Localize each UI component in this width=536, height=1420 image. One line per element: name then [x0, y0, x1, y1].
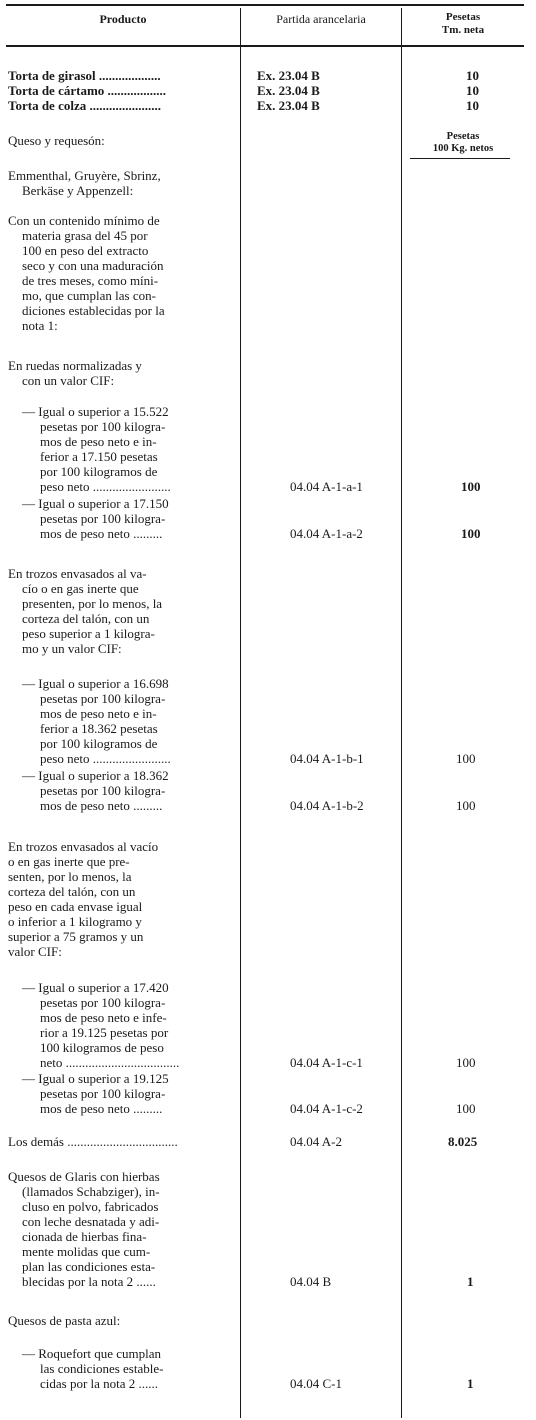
a1c2-value: 100 — [456, 1101, 476, 1116]
a1c2-partida: 04.04 A-1-c-2 — [290, 1101, 363, 1116]
glaris-line-6: mente molidas que cum- — [22, 1244, 151, 1259]
a1a1-value: 100 — [461, 479, 481, 494]
trozos2-line-4: corteza del talón, con un — [8, 884, 136, 899]
pasta-azul-title: Quesos de pasta azul: — [8, 1313, 121, 1328]
product-torta-cartamo: Torta de cártamo .................. — [8, 83, 167, 98]
a1c1-line-4: rior a 19.125 pesetas por — [40, 1025, 169, 1040]
a1c2-line-1: — Igual o superior a 19.125 — [22, 1071, 169, 1086]
a1b2-value: 100 — [456, 798, 476, 813]
contenido-line-5: de tres meses, como míni- — [22, 273, 159, 288]
partida-torta-colza: Ex. 23.04 B — [257, 98, 320, 113]
a1b1-line-6: peso neto ........................ — [40, 751, 171, 766]
roquefort-value: 1 — [467, 1376, 474, 1391]
trozos1-line-6: mo y un valor CIF: — [22, 641, 122, 656]
a1b2-line-2: pesetas por 100 kilogra- — [40, 783, 166, 798]
emmenthal-line-1: Emmenthal, Gruyère, Sbrinz, — [8, 168, 161, 183]
a1c1-line-5: 100 kilogramos de peso — [40, 1040, 164, 1055]
contenido-line-7: diciones establecidas por la — [22, 303, 165, 318]
a1c1-line-1: — Igual o superior a 17.420 — [22, 980, 169, 995]
value-torta-colza: 10 — [466, 98, 479, 113]
contenido-line-2: materia grasa del 45 por — [22, 228, 148, 243]
product-torta-colza: Torta de colza ...................... — [8, 98, 161, 113]
a1a1-line-3: mos de peso neto e in- — [40, 434, 157, 449]
demas-value: 8.025 — [448, 1134, 478, 1149]
roquefort-line-2: las condiciones estable- — [40, 1361, 164, 1376]
a1a1-line-5: por 100 kilogramos de — [40, 464, 158, 479]
a1b1-value: 100 — [456, 751, 476, 766]
roquefort-line-3: cidas por la nota 2 ...... — [40, 1376, 159, 1391]
a1b1-line-1: — Igual o superior a 16.698 — [22, 676, 169, 691]
value-torta-cartamo: 10 — [466, 83, 479, 98]
value-torta-girasol: 10 — [466, 68, 479, 83]
a1a1-partida: 04.04 A-1-a-1 — [290, 479, 363, 494]
a1a2-line-2: pesetas por 100 kilogra- — [40, 511, 166, 526]
roquefort-partida: 04.04 C-1 — [290, 1376, 342, 1391]
a1a2-line-1: — Igual o superior a 17.150 — [22, 496, 169, 511]
a1a1-line-1: — Igual o superior a 15.522 — [22, 404, 169, 419]
subheader-rule — [410, 158, 510, 159]
contenido-line-3: 100 en peso del extracto — [22, 243, 149, 258]
glaris-line-3: cluso en polvo, fabricados — [22, 1199, 159, 1214]
trozos2-line-2: o en gas inerte que pre- — [8, 854, 130, 869]
a1a2-line-3: mos de peso neto ......... — [40, 526, 163, 541]
column-separator-1 — [240, 8, 241, 1418]
top-rule — [6, 4, 524, 6]
trozos2-line-6: o inferior a 1 kilogramo y — [8, 914, 142, 929]
a1c1-line-6: neto ................................... — [40, 1055, 180, 1070]
header-product: Producto — [99, 12, 147, 26]
column-separator-2 — [401, 8, 402, 1418]
contenido-line-6: mo, que cumplan las con- — [22, 288, 156, 303]
trozos2-line-7: superior a 75 gramos y un — [8, 929, 144, 944]
a1c1-line-2: pesetas por 100 kilogra- — [40, 995, 166, 1010]
partida-torta-cartamo: Ex. 23.04 B — [257, 83, 320, 98]
emmenthal-line-2: Berkäse y Appenzell: — [22, 183, 134, 198]
header-partida: Partida arancelaria — [276, 12, 366, 26]
trozos2-line-5: peso en cada envase igual — [8, 899, 143, 914]
glaris-line-1: Quesos de Glaris con hierbas — [8, 1169, 160, 1184]
a1b1-line-4: ferior a 18.362 pesetas — [40, 721, 158, 736]
ruedas-line-2: con un valor CIF: — [22, 373, 115, 388]
trozos1-line-2: cío o en gas inerte que — [22, 581, 139, 596]
trozos1-line-1: En trozos envasados al va- — [8, 566, 147, 581]
glaris-value: 1 — [467, 1274, 474, 1289]
trozos2-line-3: senten, por lo menos, la — [8, 869, 132, 884]
section-queso-title: Queso y requesón: — [8, 133, 105, 148]
demas-product: Los demás .................................. — [8, 1134, 178, 1149]
a1c1-partida: 04.04 A-1-c-1 — [290, 1055, 363, 1070]
subheader-100kg: 100 Kg. netos — [432, 143, 494, 154]
a1b2-partida: 04.04 A-1-b-2 — [290, 798, 364, 813]
a1b2-line-3: mos de peso neto ......... — [40, 798, 163, 813]
a1b1-line-2: pesetas por 100 kilogra- — [40, 691, 166, 706]
trozos1-line-3: presenten, por lo menos, la — [22, 596, 163, 611]
glaris-partida: 04.04 B — [290, 1274, 332, 1289]
a1c1-line-3: mos de peso neto e infe- — [40, 1010, 167, 1025]
header-tm-neta: Tm. neta — [441, 24, 485, 36]
partida-torta-girasol: Ex. 23.04 B — [257, 68, 320, 83]
a1a2-value: 100 — [461, 526, 481, 541]
glaris-line-4: con leche desnatada y adi- — [22, 1214, 160, 1229]
header-pesetas: Pesetas — [445, 11, 481, 23]
glaris-line-2: (llamados Schabziger), in- — [22, 1184, 160, 1199]
trozos2-line-8: valor CIF: — [8, 944, 62, 959]
a1b1-partida: 04.04 A-1-b-1 — [290, 751, 364, 766]
a1b2-line-1: — Igual o superior a 18.362 — [22, 768, 169, 783]
glaris-line-7: plan las condiciones esta- — [22, 1259, 156, 1274]
glaris-line-8: blecidas por la nota 2 ...... — [22, 1274, 156, 1289]
contenido-line-8: nota 1: — [22, 318, 58, 333]
glaris-line-5: cionada de hierbas fina- — [22, 1229, 147, 1244]
a1a2-partida: 04.04 A-1-a-2 — [290, 526, 363, 541]
a1c2-line-3: mos de peso neto ......... — [40, 1101, 163, 1116]
roquefort-line-1: — Roquefort que cumplan — [22, 1346, 161, 1361]
trozos2-line-1: En trozos envasados al vacío — [8, 839, 159, 854]
demas-partida: 04.04 A-2 — [290, 1134, 342, 1149]
a1c1-value: 100 — [456, 1055, 476, 1070]
a1c2-line-2: pesetas por 100 kilogra- — [40, 1086, 166, 1101]
product-torta-girasol: Torta de girasol ................... — [8, 68, 161, 83]
a1a1-line-6: peso neto ........................ — [40, 479, 171, 494]
a1b1-line-3: mos de peso neto e in- — [40, 706, 157, 721]
subheader-pesetas: Pesetas — [446, 131, 480, 142]
a1a1-line-2: pesetas por 100 kilogra- — [40, 419, 166, 434]
trozos1-line-4: corteza del talón, con un — [22, 611, 150, 626]
trozos1-line-5: peso superior a 1 kilogra- — [22, 626, 155, 641]
a1b1-line-5: por 100 kilogramos de — [40, 736, 158, 751]
ruedas-line-1: En ruedas normalizadas y — [8, 358, 142, 373]
contenido-line-1: Con un contenido mínimo de — [8, 213, 160, 228]
header-bottom-rule — [6, 45, 524, 47]
a1a1-line-4: ferior a 17.150 pesetas — [40, 449, 158, 464]
contenido-line-4: seco y con una maduración — [22, 258, 164, 273]
